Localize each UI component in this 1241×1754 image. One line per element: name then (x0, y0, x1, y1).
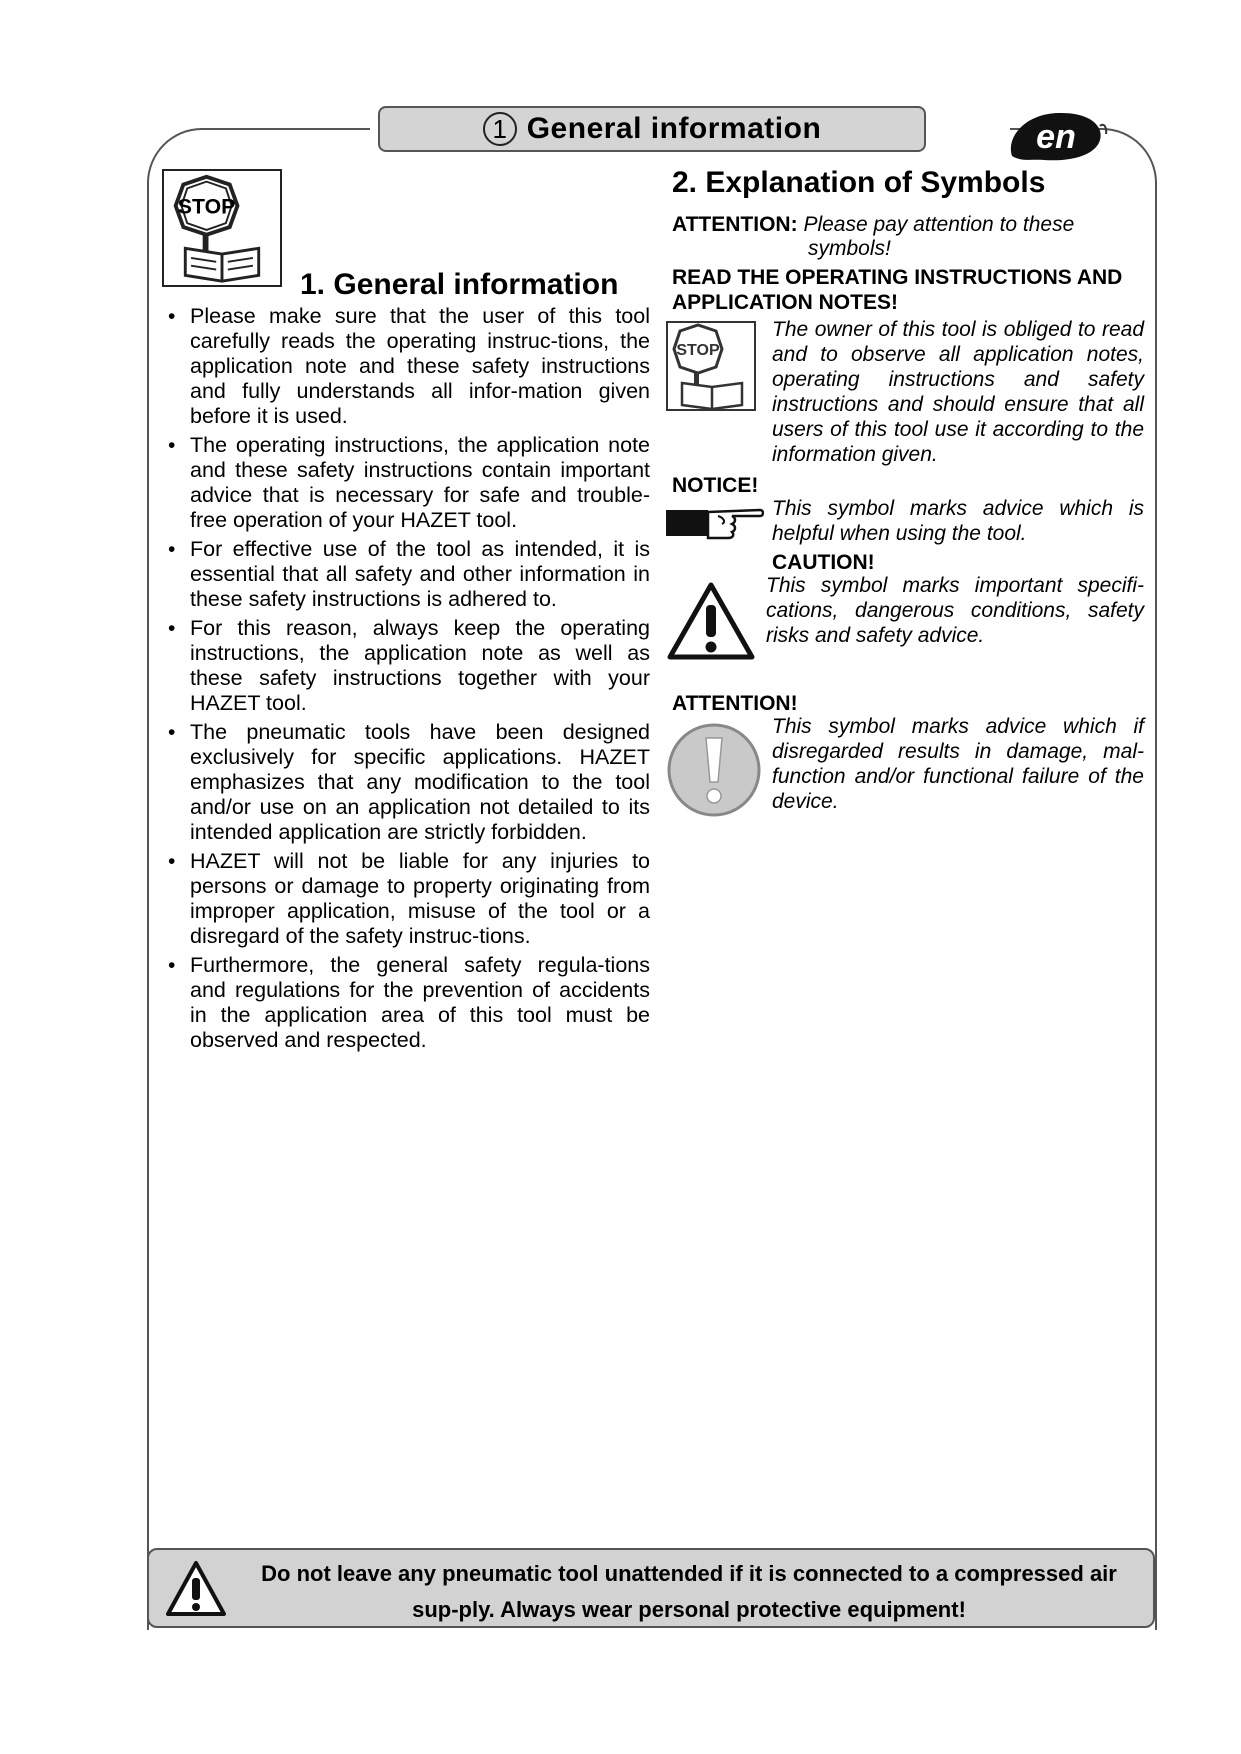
read-instructions-heading: READ THE OPERATING INSTRUCTIONS AND APPLICATION NOTES! (672, 266, 1123, 314)
symbols-section (672, 166, 1144, 836)
list-item: • Furthermore, the general safety regula-tions and regulations for the prevention of accidents in the application area of this tool must be observed and respected. (162, 953, 650, 1053)
pointing-hand-icon (666, 504, 764, 542)
list-item: • For this reason, always keep the operating instructions, the application note as well as these safety instructions together with your HAZET tool. (162, 616, 650, 716)
caution-text: This symbol marks important specifi-cations, dangerous conditions, safety risks and safety advice. (766, 574, 1144, 647)
caution-heading: CAUTION! (772, 551, 875, 574)
list-item: • The operating instructions, the application note and these safety instructions contain important advice that is necessary for safe and trouble-free operation of your HAZET tool. (162, 433, 650, 533)
section2-title: 2. Explanation of Symbols (672, 166, 1046, 199)
stop-read-manual-icon (162, 169, 282, 287)
svg-text:STOP: STOP (177, 194, 236, 219)
chapter-title: General information (526, 112, 822, 145)
language-en-icon (1004, 108, 1108, 166)
notice-text: This symbol marks advice which is helpful when using the tool. (772, 497, 1144, 545)
footer-warning-bar (147, 1548, 1155, 1628)
section1-title: 1. General information (300, 268, 619, 301)
footer-warning-text: Do not leave any pneumatic tool unattended if it is connected to a compressed air sup-ply. Always wear personal protective equipment! (261, 1561, 1117, 1622)
attention-text-cont: symbols! (808, 237, 891, 260)
attention-text: Please pay attention to these (803, 213, 1075, 236)
caution-triangle-icon (666, 581, 756, 661)
list-item: • Please make sure that the user of this tool carefully reads the operating instruc-tions, the application note and these safety instructions and fully understands all infor-mation given before it is used. (162, 304, 650, 429)
list-item: • For effective use of the tool as intended, it is essential that all safety and other information in these safety instructions is adhered to. (162, 537, 650, 612)
notice-heading: NOTICE! (672, 474, 759, 497)
attention-text-2: This symbol marks advice which if disregarded results in damage, mal-function and/or functional failure of the device. (772, 715, 1144, 813)
exclamation-circle-icon (666, 722, 762, 818)
stop-read-manual-icon (666, 321, 756, 411)
svg-text:en: en (1036, 118, 1076, 156)
chapter-number: 1 (483, 112, 517, 146)
list-item: • The pneumatic tools have been designed exclusively for specific applications. HAZET emphasizes that any modification to the tool and/or use on an application not detailed to its intended application are strictly forbidden. (162, 720, 650, 845)
warning-triangle-icon (165, 1560, 227, 1618)
list-item: • HAZET will not be liable for any injuries to persons or damage to property originating from improper application, misuse of the tool or a disregard of the safety instruc-tions. (162, 849, 650, 949)
svg-text:STOP: STOP (676, 342, 720, 359)
chapter-header (378, 106, 926, 152)
attention-heading: ATTENTION! (672, 692, 798, 715)
general-info-list (162, 304, 650, 1057)
read-instructions-text: The owner of this tool is obliged to read and to observe all application notes, operating instructions and safety instructions and should ensure that all users of this tool use it according to the information given. (772, 318, 1144, 466)
attention-label: ATTENTION: (672, 213, 798, 236)
